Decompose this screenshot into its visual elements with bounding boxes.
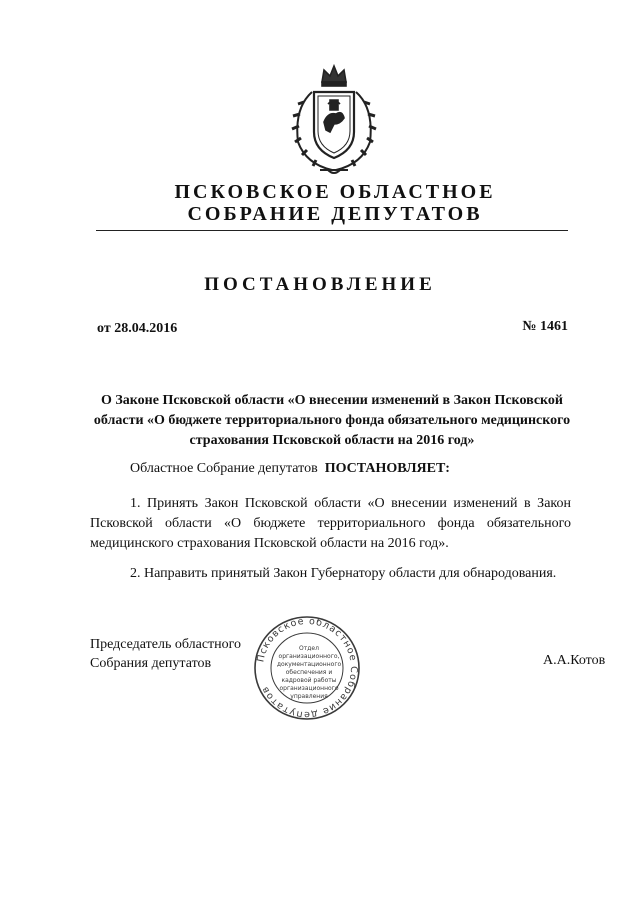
signatory-position-line1: Председатель областного [90, 637, 242, 652]
stamp-line: документационного [276, 661, 342, 668]
stamp-line: организационного, [278, 653, 340, 660]
stamp-line: Отдел [299, 645, 319, 652]
document-number: № 1461 [522, 319, 568, 334]
organization-name-line1: ПСКОВСКОЕ ОБЛАСТНОЕ [174, 181, 496, 203]
resolution-keyword: ПОСТАНОВЛЯЕТ: [324, 461, 450, 476]
organization-name-line2: СОБРАНИЕ ДЕПУТАТОВ [187, 203, 483, 225]
stamp-line: организационного [279, 685, 339, 692]
signatory-position-line2: Собрания депутатов [90, 656, 212, 671]
stamp-ring-text: Псковское областное Собрание депутатов [255, 615, 360, 721]
header-divider [96, 230, 568, 231]
resolution-intro [130, 461, 450, 477]
document-type: ПОСТАНОВЛЕНИЕ [204, 274, 436, 295]
signatory-name: А.А.Котов [543, 653, 606, 668]
document-date: от 28.04.2016 [97, 321, 178, 336]
stamp-line: кадровой работы [281, 677, 337, 684]
stamp-line: обеспечения и [285, 669, 333, 676]
official-stamp [253, 615, 361, 721]
resolution-item-2: 2. Направить принятый Закон Губернатору области для обнародования. [130, 566, 557, 581]
document-title-line2: области «О бюджете территориального фонда обязательного медицинского [93, 413, 571, 428]
stamp-line: управления [290, 693, 328, 700]
signatory-position [90, 635, 241, 673]
document-title [92, 391, 572, 451]
document-title-line1: О Законе Псковской области «О внесении изменений в Закон Псковской [101, 393, 563, 408]
resolution-intro-text: Областное Собрание депутатов [130, 461, 318, 476]
coat-of-arms-emblem [284, 62, 384, 182]
resolution-item-1: 1. Принять Закон Псковской области «О внесении изменений в Закон Псковской области «О бюджете территориального фонда обязательного медицинского страхования Псковской области на 2016 год». [90, 496, 571, 551]
document-title-line3: страхования Псковской области на 2016 год» [189, 433, 475, 448]
